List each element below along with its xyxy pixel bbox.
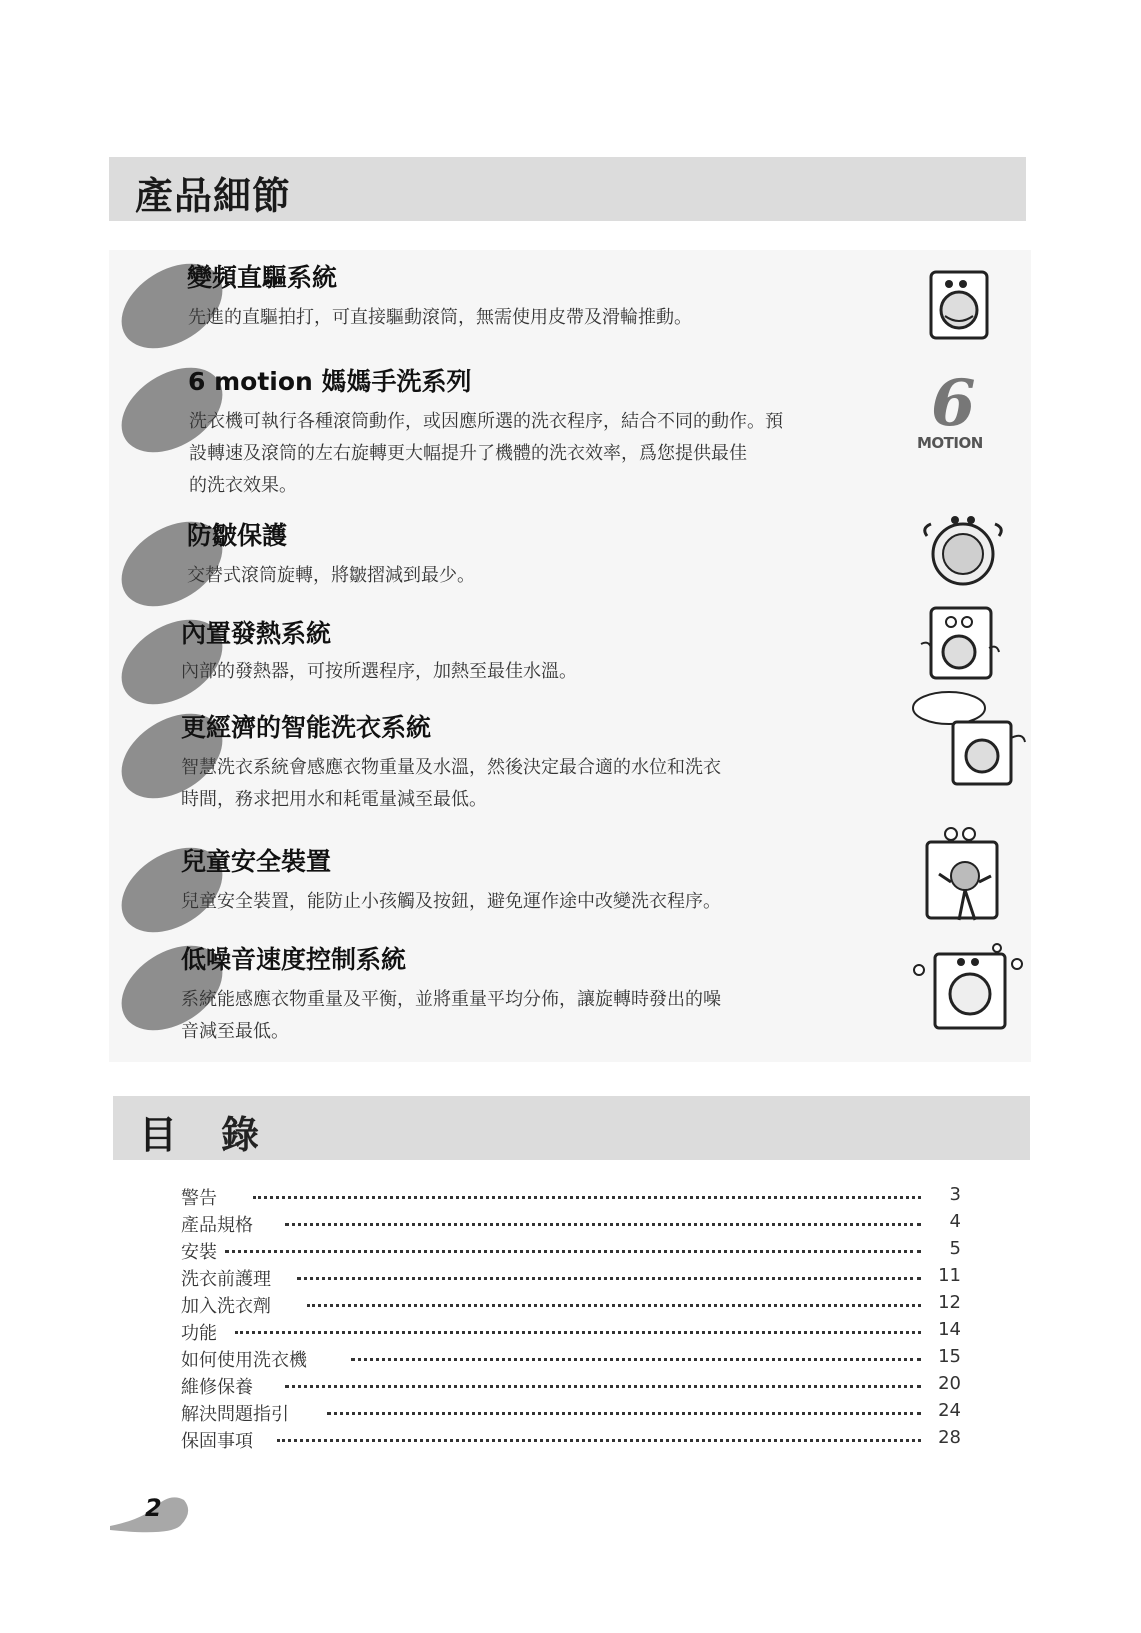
toc-leader — [327, 1412, 921, 1415]
toc-leader — [307, 1304, 921, 1307]
six-motion-text: MOTION — [917, 434, 983, 452]
toc-label: 解決問題指引 — [181, 1400, 289, 1426]
toc-page: 12 — [938, 1292, 961, 1313]
toc-title-b: 錄 — [221, 1113, 260, 1157]
six-motion-logo — [917, 366, 997, 458]
heater-washer-icon — [919, 604, 1001, 684]
toc-leader — [285, 1385, 921, 1388]
toc-leader — [225, 1250, 921, 1253]
quiet-washer-icon — [913, 940, 1025, 1032]
product-details-title: 產品細節 — [135, 174, 292, 218]
toc-page: 4 — [949, 1211, 961, 1232]
toc-page: 24 — [938, 1400, 961, 1421]
feature-desc: 系統能感應衣物重量及平衡，並將重量平均分佈，讓旋轉時發出的噪 音減至最低。 — [181, 989, 721, 1042]
toc-page: 14 — [938, 1319, 961, 1340]
washer-smiling-icon — [919, 266, 999, 346]
feature-desc: 先進的直驅拍打，可直接驅動滾筒，無需使用皮帶及滑輪推動。 — [188, 307, 692, 328]
toc-page: 5 — [949, 1238, 961, 1259]
toc-entry[interactable] — [181, 1238, 961, 1265]
feature-title: 內置發熱系統 — [181, 619, 332, 648]
toc-entry[interactable] — [181, 1373, 961, 1400]
toc-label: 功能 — [181, 1319, 217, 1345]
toc-leader — [351, 1358, 921, 1361]
toc-header — [113, 1096, 1030, 1160]
six-motion-digit: 6 — [931, 366, 976, 441]
toc-page: 11 — [938, 1265, 961, 1286]
toc-label: 保固事項 — [181, 1427, 253, 1453]
toc-label: 加入洗衣劑 — [181, 1292, 271, 1318]
toc-label: 安裝 — [181, 1238, 217, 1264]
features-panel — [109, 250, 1031, 1062]
page-number: 2 — [145, 1494, 162, 1522]
toc-entry[interactable] — [181, 1400, 961, 1427]
toc-leader — [235, 1331, 921, 1334]
toc-entry[interactable] — [181, 1211, 961, 1238]
feature-desc: 智慧洗衣系統會感應衣物重量及水溫，然後決定最合適的水位和洗衣 時間，務求把用水和耗電量減至最低。 — [181, 757, 721, 810]
toc-leader — [253, 1196, 921, 1199]
toc-page: 15 — [938, 1346, 961, 1367]
toc-label: 產品規格 — [181, 1211, 253, 1237]
product-details-header — [109, 157, 1026, 221]
toc-page: 28 — [938, 1427, 961, 1448]
toc-leader — [297, 1277, 921, 1280]
toc-entry[interactable] — [181, 1184, 961, 1211]
feature-desc: 交替式滾筒旋轉，將皺摺減到最少。 — [187, 565, 475, 586]
toc-entry[interactable] — [181, 1265, 961, 1292]
toc-entry[interactable] — [181, 1292, 961, 1319]
feature-title: 兒童安全裝置 — [181, 847, 332, 876]
toc-leader — [277, 1439, 921, 1442]
feature-title: 6 motion 媽媽手洗系列 — [188, 367, 472, 396]
toc-title-a: 目 — [139, 1113, 179, 1157]
toc-leader — [285, 1223, 921, 1226]
smart-washer-icon — [909, 688, 1029, 788]
tumbling-drum-icon — [915, 502, 1011, 598]
toc-page: 20 — [938, 1373, 961, 1394]
toc-entry[interactable] — [181, 1427, 961, 1454]
feature-title: 低噪音速度控制系統 — [181, 945, 407, 974]
toc-page: 3 — [949, 1184, 961, 1205]
feature-desc: 洗衣機可執行各種滾筒動作，或因應所選的洗衣程序，結合不同的動作。預 設轉速及滾筒的左右旋轉更大幅提升了機體的洗衣效率，爲您提供最佳 的洗衣效果。 — [189, 411, 783, 496]
feature-desc: 兒童安全裝置，能防止小孩觸及按鈕，避免運作途中改變洗衣程序。 — [181, 891, 721, 912]
feature-desc: 內部的發熱器，可按所選程序，加熱至最佳水溫。 — [181, 661, 577, 682]
toc-label: 洗衣前護理 — [181, 1265, 271, 1291]
feature-title: 更經濟的智能洗衣系統 — [181, 713, 432, 742]
toc-label: 如何使用洗衣機 — [181, 1346, 307, 1372]
toc-label: 警告 — [181, 1184, 217, 1210]
feature-title: 變頻直驅系統 — [187, 263, 338, 292]
child-lock-icon — [921, 822, 1011, 946]
feature-title: 防皺保護 — [187, 521, 288, 550]
toc-label: 維修保養 — [181, 1373, 253, 1399]
toc-entry[interactable] — [181, 1346, 961, 1373]
toc-entry[interactable] — [181, 1319, 961, 1346]
